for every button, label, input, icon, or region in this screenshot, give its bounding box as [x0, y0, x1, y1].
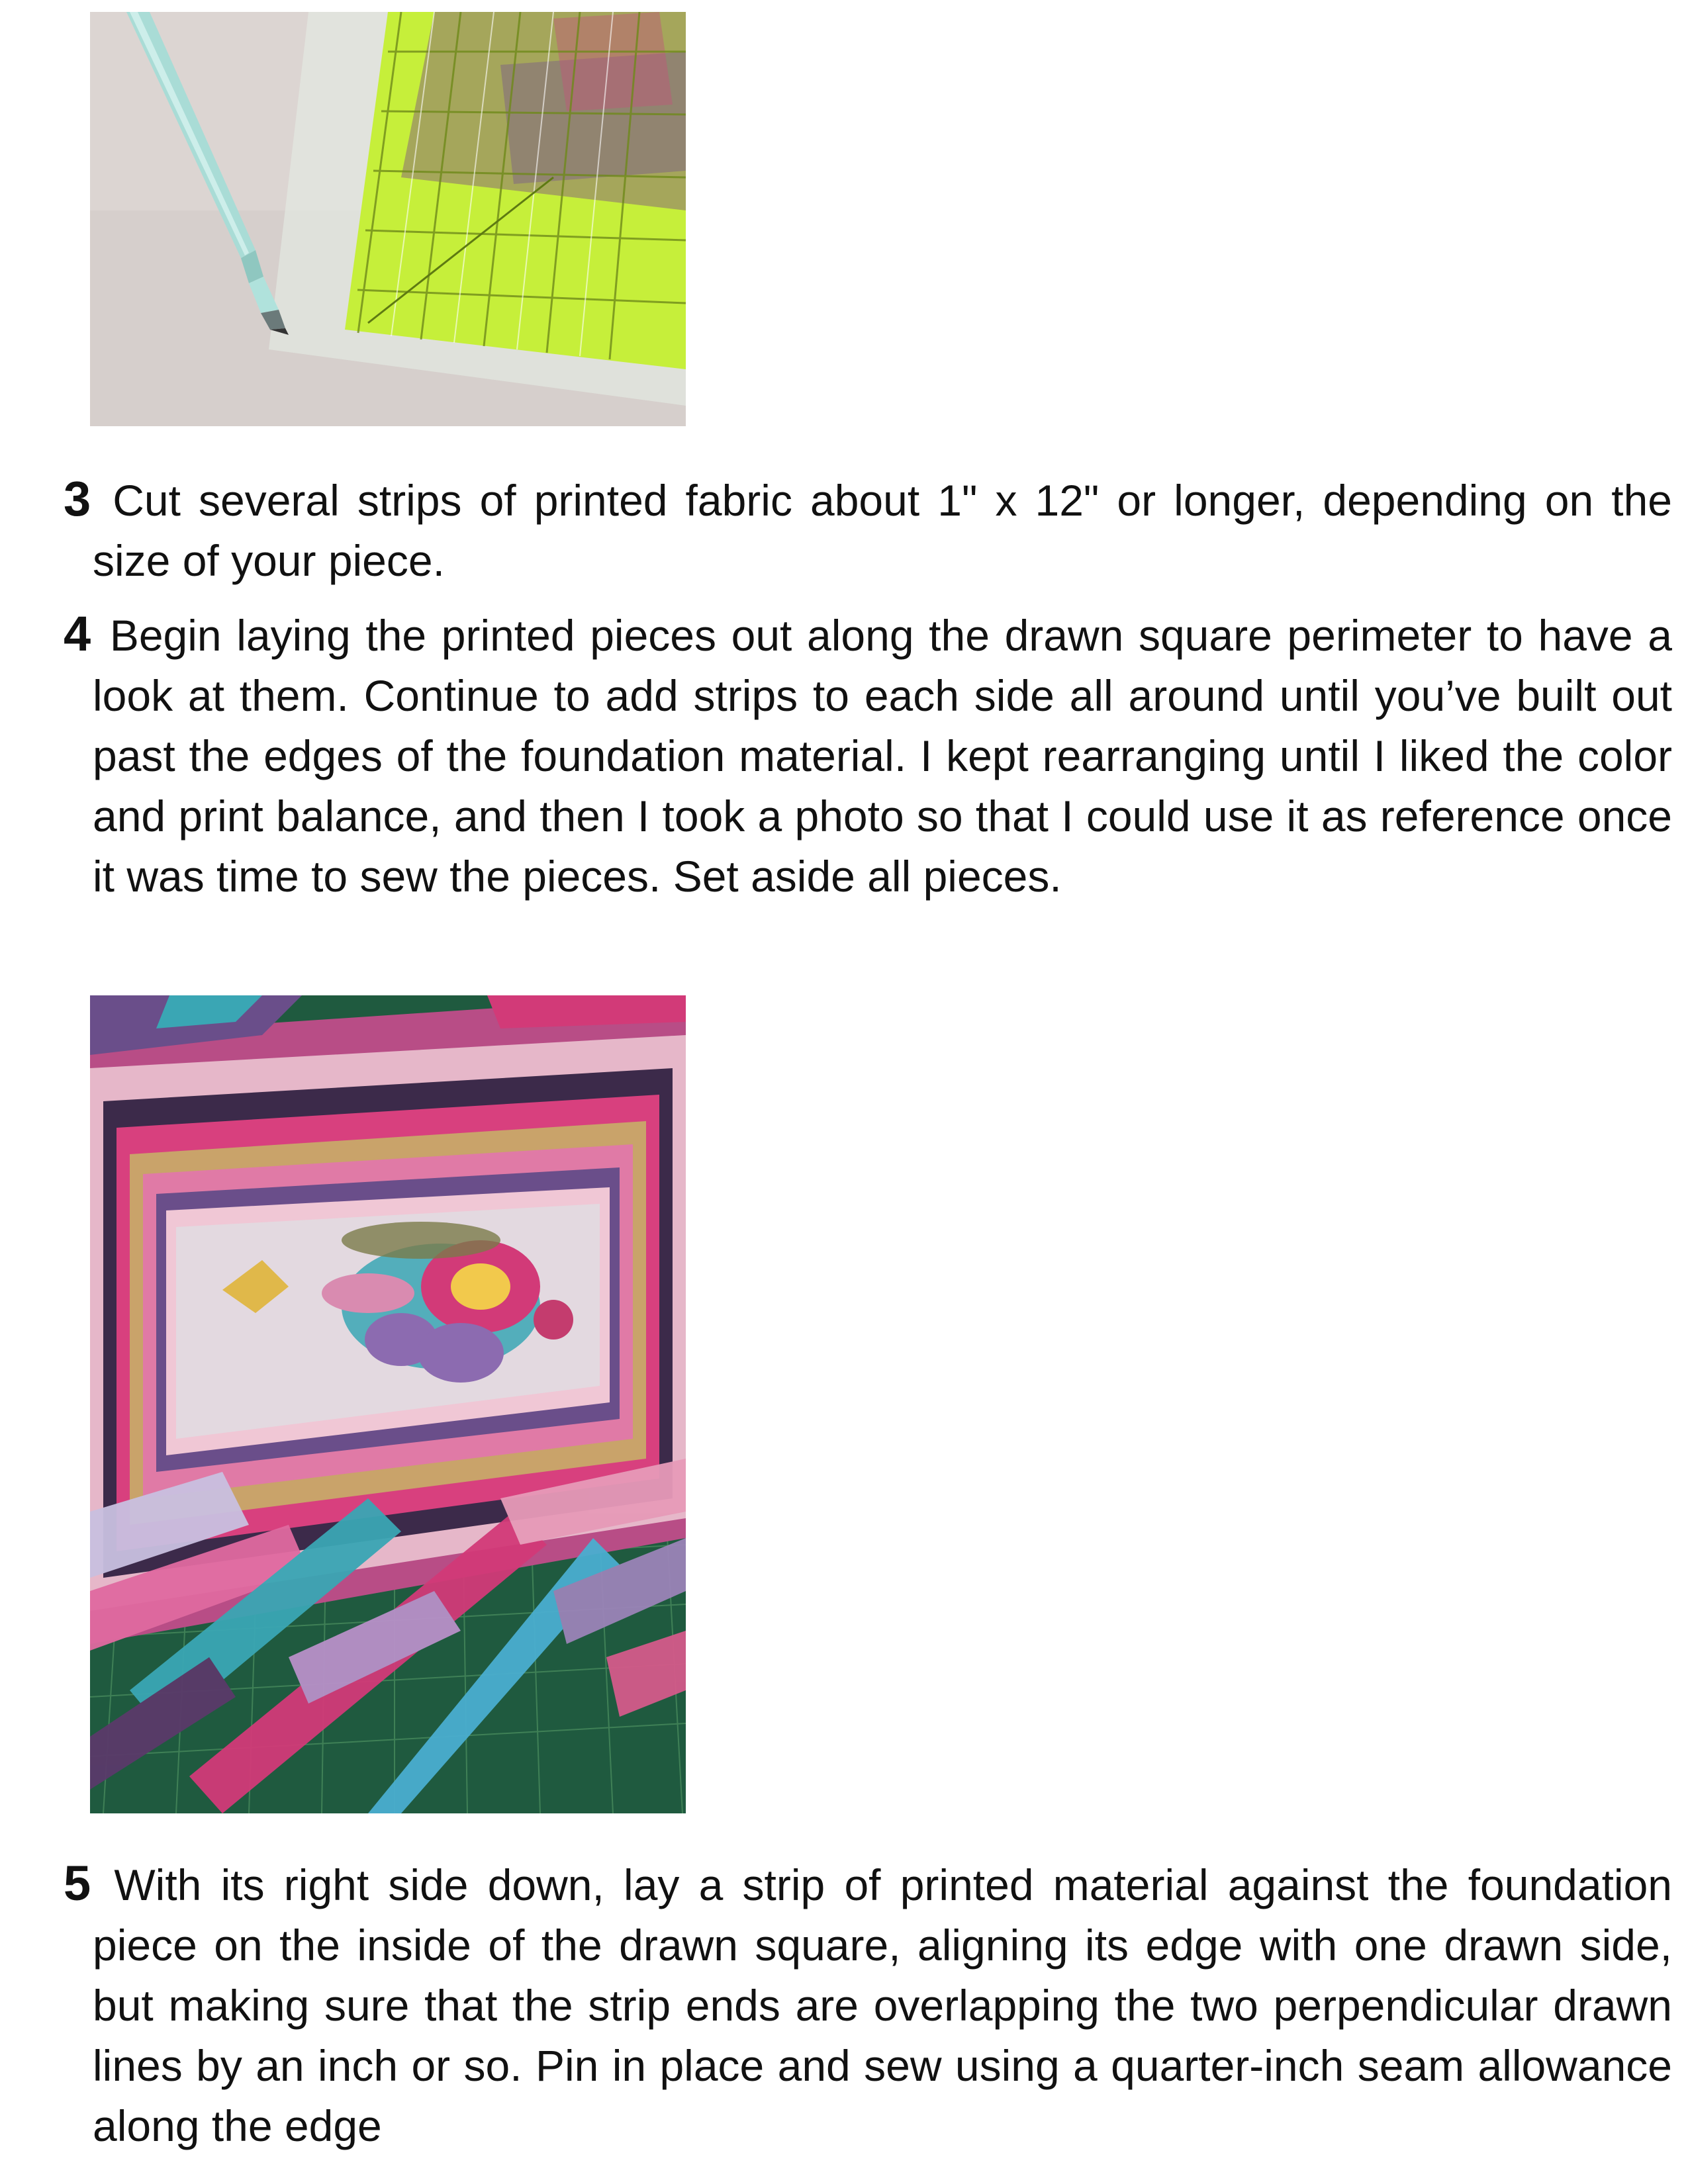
ruler-and-pen-illustration — [90, 12, 686, 426]
instruction-step-4 — [64, 604, 1672, 907]
step-text: Cut several strips of printed fabric about 1" x 12" or longer, depending on the size of your piece. — [93, 476, 1673, 585]
ruler-and-pen-photo — [90, 12, 686, 426]
step-number: 3 — [64, 471, 91, 526]
step-text: With its right side down, lay a strip of printed material against the foundation piece on the inside of the drawn square, aligning its edge with one drawn side, but making sure that the strip ends are overlapping the two perpendicular drawn lines by an inch or so. Pin in place and sew using a quarter-inch seam allowance along the edge — [93, 1860, 1672, 2150]
instruction-step-5 — [64, 1853, 1672, 2156]
fabric-strips-illustration — [90, 995, 686, 1813]
instruction-step-3 — [64, 469, 1672, 591]
step-number: 5 — [64, 1856, 91, 1911]
fabric-strips-layout-photo — [90, 995, 686, 1813]
step-number: 4 — [64, 606, 91, 661]
step-text: Begin laying the printed pieces out along the drawn square perimeter to have a look at them. Continue to add strips to each side all around until you’ve built out past the edges of the foundation material. I kept rearranging until I liked the color and print balance, and then I took a photo so that I could use it as reference once it was time to sew the pieces. Set aside all pieces. — [93, 611, 1672, 901]
